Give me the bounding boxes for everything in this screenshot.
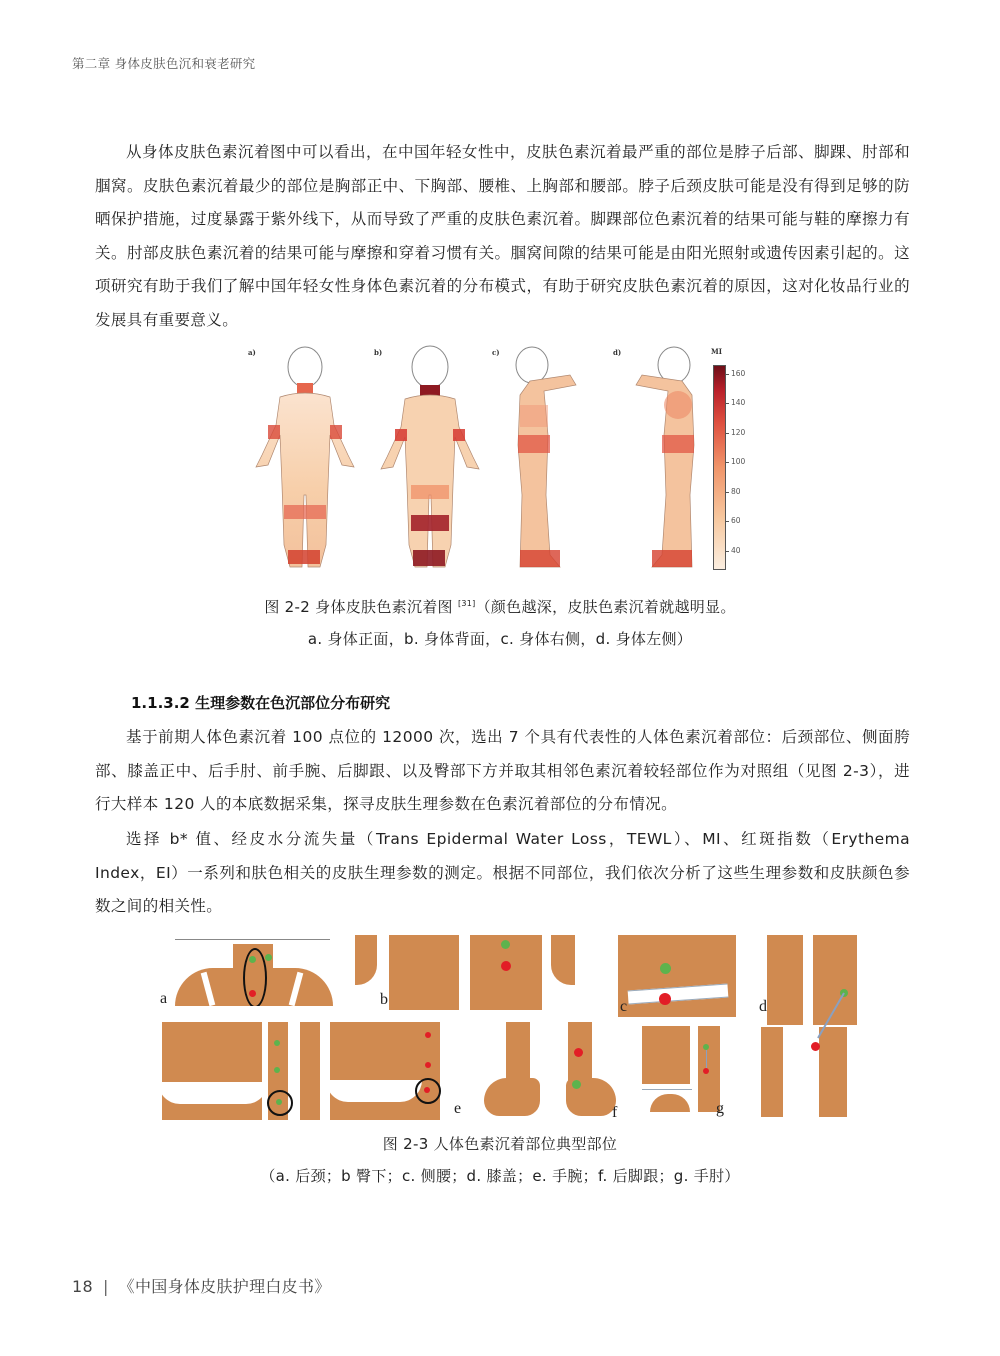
colorbar-tick: 120 bbox=[726, 428, 745, 437]
panel-wrist-control bbox=[140, 1022, 300, 1120]
colorbar-tick: 60 bbox=[726, 516, 741, 525]
colorbar-tick: 80 bbox=[726, 487, 741, 496]
panel-letter-e: e bbox=[454, 1100, 462, 1117]
colorbar-tick: 160 bbox=[726, 369, 745, 378]
figure-2-3-caption: 图 2-3 人体色素沉着部位典型部位 bbox=[382, 1135, 618, 1153]
colorbar-tick: 140 bbox=[726, 398, 745, 407]
panel-letter-d: d bbox=[759, 998, 767, 1015]
section-heading: 1.1.3.2 生理参数在色沉部位分布研究 bbox=[131, 694, 391, 712]
body-right-side-heatmap bbox=[500, 345, 590, 573]
footer-separator: | bbox=[102, 1277, 109, 1296]
panel-e-wrist bbox=[300, 1022, 450, 1120]
panel-letter-b: b bbox=[380, 991, 388, 1008]
figure-2-3-caption-line2: （a. 后颈；b 臀下；c. 侧腰；d. 膝盖；e. 手腕；f. 后脚跟；g. 手肘） bbox=[260, 1167, 740, 1185]
panel-b-buttocks bbox=[355, 935, 575, 1010]
panel-a-neck bbox=[165, 936, 333, 1006]
mi-colorbar bbox=[713, 365, 726, 570]
panel-label-d: d) bbox=[613, 348, 622, 357]
body-left-side-heatmap bbox=[622, 345, 712, 573]
panel-letter-f: f bbox=[612, 1104, 618, 1121]
running-header: 第二章 身体皮肤色沉和衰老研究 bbox=[72, 56, 256, 71]
colorbar-title: MI bbox=[711, 347, 723, 356]
body-paragraph-1: 从身体皮肤色素沉着图中可以看出，在中国年轻女性中，皮肤色素沉着最严重的部位是脖子后部、脚踝、肘部和腘窝。皮肤色素沉着最少的部位是胸部正中、下胸部、腰椎、上胸部和腰部。脖子后颈皮肤可能是没有得到足够的防晒保护措施，过度暴露于紫外线下，从而导致了严重的皮肤色素沉着。脚踝部位色素沉着的结果可能与鞋的摩擦力有关。肘部皮肤色素沉着的结果可能与摩擦和穿着习惯有关。腘窝间隙的结果可能是由阳光照射或遗传因素引起的。这项研究有助于我们了解中国年轻女性身体色素沉着的分布模式，有助于研究皮肤色素沉着的原因，这对化妆品行业的发展具有重要意义。 bbox=[95, 143, 910, 329]
caption-title: 图 2-2 身体皮肤色素沉着图 bbox=[264, 598, 453, 616]
colorbar-tick: 40 bbox=[726, 546, 741, 555]
panel-c-waist bbox=[618, 935, 736, 1017]
page-number: 18 bbox=[72, 1277, 93, 1296]
body-back-heatmap bbox=[375, 345, 485, 573]
page-footer bbox=[72, 1274, 331, 1297]
panel-letter-a: a bbox=[160, 990, 168, 1007]
panel-label-a: a) bbox=[248, 348, 256, 357]
panel-g-elbow bbox=[640, 1022, 730, 1112]
figure-2-2-caption-line2: a. 身体正面，b. 身体背面，c. 身体右侧，d. 身体左侧） bbox=[307, 630, 693, 648]
panel-f-heel bbox=[478, 1022, 618, 1122]
panel-label-c: c) bbox=[492, 348, 500, 357]
body-paragraph-2: 基于前期人体色素沉着 100 点位的 12000 次，选出 7 个具有代表性的人体色素沉着部位：后颈部位、侧面胯部、膝盖正中、后手肘、前手腕、后脚跟、以及臀部下方并取其相邻色素沉着较轻部位作为对照组（见图 2-3），进行大样本 120 人的本底数据采集，探寻皮肤生理参数在色素沉着部位的分布情况。 bbox=[95, 728, 910, 813]
caption-note: （颜色越深，皮肤色素沉着就越明显。 bbox=[475, 598, 736, 616]
colorbar-tick: 100 bbox=[726, 457, 745, 466]
panel-d-knee bbox=[757, 935, 867, 1125]
body-paragraph-3: 选择 b* 值、经皮水分流失量（Trans Epidermal Water Loss，TEWL）、MI、红斑指数（Erythema Index，EI）一系列和肤色相关的皮肤生理参数的测定。根据不同部位，我们依次分析了这些生理参数和皮肤颜色参数之间的相关性。 bbox=[95, 830, 910, 915]
body-front-heatmap bbox=[250, 345, 360, 573]
panel-letter-g: g bbox=[716, 1100, 724, 1117]
panel-letter-c: c bbox=[620, 998, 628, 1015]
book-title: 《中国身体皮肤护理白皮书》 bbox=[118, 1277, 331, 1296]
citation-ref[interactable]: [31] bbox=[457, 599, 476, 608]
panel-label-b: b) bbox=[374, 348, 383, 357]
figure-2-2-caption bbox=[0, 596, 1000, 617]
